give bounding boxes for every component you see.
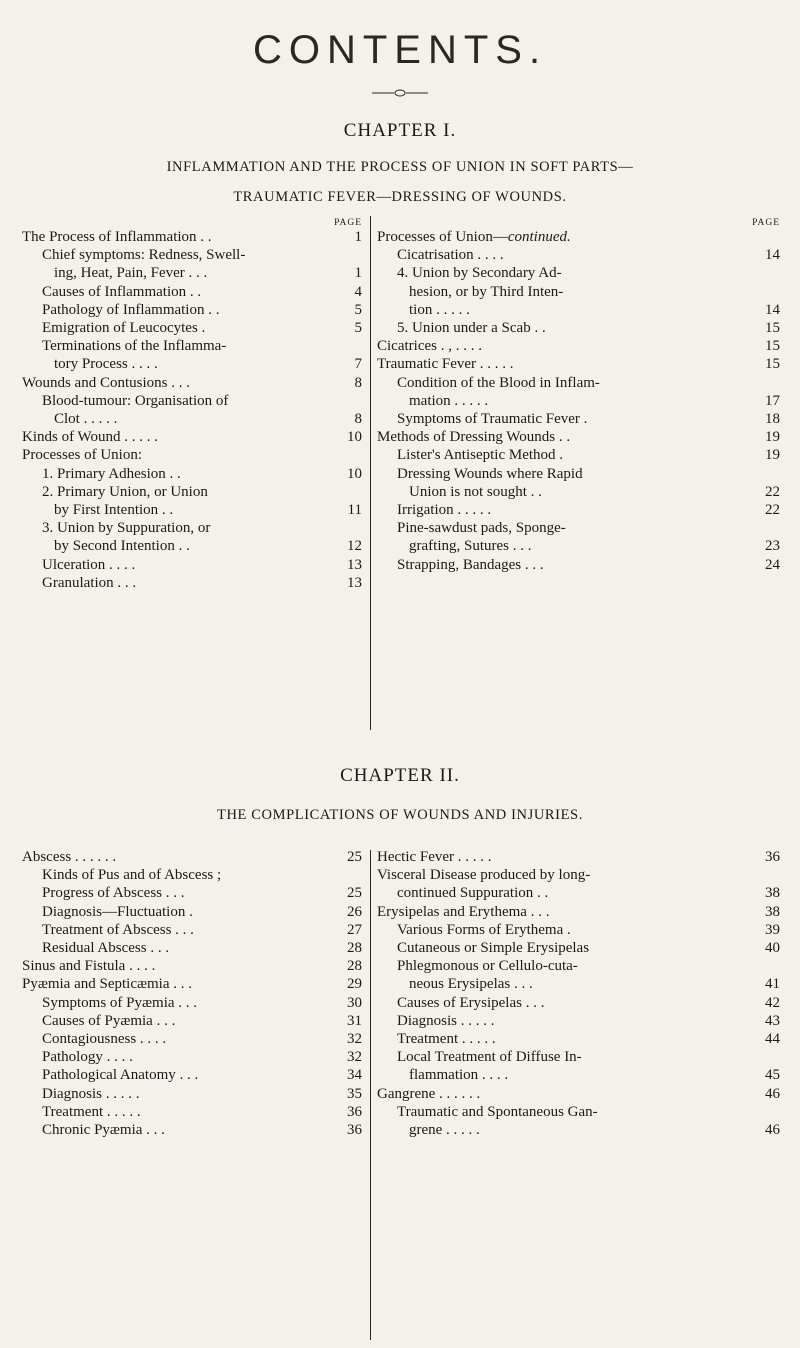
toc-entry-page: 13 (347, 574, 362, 591)
toc-entry-page: 8 (354, 411, 362, 428)
toc-entry (22, 374, 362, 392)
toc-entry-title: Terminations of the Inflamma- (42, 338, 227, 355)
toc-entry-page: 32 (347, 1049, 362, 1066)
toc-entry-title: Methods of Dressing Wounds . . (377, 429, 571, 446)
toc-entry-title: Kinds of Wound . . . . . (22, 429, 159, 446)
chapter-2-label: CHAPTER II. (340, 765, 460, 786)
toc-entry-page: 7 (354, 356, 362, 373)
toc-entry (22, 392, 362, 410)
toc-entry-title: Causes of Pyæmia . . . (42, 1012, 176, 1029)
toc-entry-title: Symptoms of Traumatic Fever . (397, 411, 588, 428)
toc-entry-title: tory Process . . . . (54, 356, 158, 373)
toc-entry-page: 8 (354, 374, 362, 391)
toc-entry (377, 410, 780, 428)
toc-entry-title: Erysipelas and Erythema . . . (377, 903, 550, 920)
toc-entry-title: tion . . . . . (409, 301, 470, 318)
toc-entry (22, 228, 362, 246)
toc-entry (377, 483, 780, 501)
chapter-1-title-line: TRAUMATIC FEVER—DRESSING OF WOUNDS. (233, 189, 567, 205)
toc-entry (22, 355, 362, 373)
toc-entry (22, 483, 362, 501)
toc-entry-title: 2. Primary Union, or Union (42, 483, 208, 500)
toc-entry (22, 283, 362, 301)
toc-entry-title: Strapping, Bandages . . . (397, 556, 544, 573)
toc-entry-title: Abscess . . . . . . (22, 849, 117, 865)
toc-entry-page: 18 (765, 411, 780, 428)
toc-entry-title: Dressing Wounds where Rapid (397, 465, 583, 482)
toc-entry (377, 228, 780, 246)
toc-entry (377, 1121, 780, 1139)
toc-entry-page: 15 (765, 356, 780, 373)
toc-entry (377, 921, 780, 939)
toc-entry (22, 264, 362, 282)
toc-entry (377, 848, 780, 866)
toc-entry (377, 246, 780, 264)
toc-entry (377, 975, 780, 993)
toc-entry (377, 939, 780, 957)
toc-entry (377, 1030, 780, 1048)
toc-entry-title: Wounds and Contusions . . . (22, 374, 190, 391)
toc-entry-page: 13 (347, 556, 362, 573)
toc-entry-title: Cutaneous or Simple Erysipelas (397, 940, 590, 957)
toc-entry-title: Visceral Disease produced by long- (377, 867, 591, 884)
toc-entry (22, 519, 362, 537)
toc-entry (22, 410, 362, 428)
toc-entry (22, 866, 362, 884)
toc-entry (377, 283, 780, 301)
toc-entry (22, 319, 362, 337)
toc-entry (377, 446, 780, 464)
toc-entry-title: Symptoms of Pyæmia . . . (42, 994, 198, 1011)
toc-entry-page: 5 (354, 320, 362, 337)
toc-entry (22, 1103, 362, 1121)
toc-entry-page: 44 (765, 1031, 780, 1048)
toc-entry-page: 31 (347, 1012, 362, 1029)
toc-entry-title: Clot . . . . . (54, 411, 118, 428)
toc-entry-title: 5. Union under a Scab . . (397, 320, 546, 337)
toc-entry-title: Treatment of Abscess . . . (42, 921, 194, 938)
toc-entry (377, 301, 780, 319)
toc-entry-page: 23 (765, 538, 780, 555)
toc-entry-title: Gangrene . . . . . . (377, 1085, 481, 1102)
toc-entry (22, 957, 362, 975)
toc-entry-title: Causes of Erysipelas . . . (397, 994, 545, 1011)
toc-entry-page: 38 (765, 885, 780, 902)
toc-entry-title: Local Treatment of Diffuse In- (397, 1049, 582, 1066)
toc-entry (377, 1085, 780, 1103)
toc-entry-title: 1. Primary Adhesion . . (42, 465, 181, 482)
toc-entry-page: 25 (347, 885, 362, 902)
toc-entry (22, 446, 362, 464)
toc-entry-page: 36 (347, 1122, 362, 1139)
toc-entry-page: 5 (354, 301, 362, 318)
toc-entry-page: 17 (765, 392, 780, 409)
toc-entry-title: grene . . . . . (409, 1122, 480, 1139)
toc-entry (22, 921, 362, 939)
toc-entry-title: Treatment . . . . . (42, 1103, 141, 1120)
toc-entry-page: 28 (347, 958, 362, 975)
toc-entry-title: Pathology . . . . (42, 1049, 133, 1066)
toc-entry-page: 36 (347, 1103, 362, 1120)
toc-entry-page: 27 (347, 921, 362, 938)
toc-entry-page: 34 (347, 1067, 362, 1084)
toc-entry (22, 1085, 362, 1103)
toc-entry (377, 519, 780, 537)
toc-entry (377, 537, 780, 555)
toc-entry (377, 556, 780, 574)
toc-entry-title: Condition of the Blood in Inflam- (397, 374, 600, 391)
toc-entry-page: 38 (765, 903, 780, 920)
toc-entry-title: 3. Union by Suppuration, or (42, 520, 211, 537)
toc-entry-page: 22 (765, 483, 780, 500)
toc-entry-title: Various Forms of Erythema . (397, 921, 571, 938)
toc-entry (377, 355, 780, 373)
toc-entry (22, 994, 362, 1012)
toc-entry (377, 374, 780, 392)
toc-entry-title: Chronic Pyæmia . . . (42, 1122, 165, 1139)
toc-entry-page: 32 (347, 1031, 362, 1048)
toc-entry-title: Diagnosis . . . . . (397, 1012, 495, 1029)
toc-entry-page: 45 (765, 1067, 780, 1084)
toc-entry (22, 428, 362, 446)
toc-entry-continued: continued. (507, 229, 571, 245)
toc-entry-page: 19 (765, 447, 780, 464)
chapter-2-right-column (377, 848, 780, 1139)
toc-entry (22, 556, 362, 574)
toc-entry-page: 10 (347, 465, 362, 482)
toc-entry-page: 26 (347, 903, 362, 920)
toc-entry-page: 42 (765, 994, 780, 1011)
toc-entry-title: by Second Intention . . (54, 538, 190, 555)
toc-entry-title: grafting, Sutures . . . (409, 538, 532, 555)
chapter-1-right-column (377, 214, 780, 574)
toc-entry-title: hesion, or by Third Inten- (409, 283, 564, 300)
toc-entry (22, 975, 362, 993)
toc-entry-title: by First Intention . . (54, 502, 174, 519)
toc-entry-title: Hectic Fever . . . . . (377, 849, 492, 865)
toc-entry-title: Sinus and Fistula . . . . (22, 958, 156, 975)
toc-entry-page: 10 (347, 429, 362, 446)
toc-entry-title: mation . . . . . (409, 392, 489, 409)
toc-entry (377, 1103, 780, 1121)
toc-entry-page: 1 (354, 229, 362, 245)
toc-entry (22, 848, 362, 866)
toc-entry-title: Diagnosis . . . . . (42, 1085, 140, 1102)
toc-entry-title: Treatment . . . . . (397, 1031, 496, 1048)
toc-entry (22, 465, 362, 483)
toc-entry-page: 1 (354, 265, 362, 282)
toc-entry-title: Causes of Inflammation . . (42, 283, 202, 300)
toc-entry (377, 866, 780, 884)
toc-entry (22, 903, 362, 921)
toc-entry-title: Pyæmia and Septicæmia . . . (22, 976, 192, 993)
toc-entry-page: 24 (765, 556, 780, 573)
toc-entry-page: 29 (347, 976, 362, 993)
toc-entry-title: ing, Heat, Pain, Fever . . . (54, 265, 208, 282)
toc-entry (377, 884, 780, 902)
toc-entry-title: Lister's Antiseptic Method . (397, 447, 564, 464)
toc-entry-title: Traumatic Fever . . . . . (377, 356, 514, 373)
ornament-divider (368, 88, 432, 98)
toc-entry-title: Granulation . . . (42, 574, 137, 591)
toc-entry-page: 15 (765, 320, 780, 337)
toc-entry-page: 14 (765, 247, 780, 264)
chapter-2-title (30, 800, 770, 830)
toc-entry-title: neous Erysipelas . . . (409, 976, 533, 993)
chapter-2-title-line: THE COMPLICATIONS OF WOUNDS AND INJURIES. (217, 807, 583, 823)
toc-entry-title: Processes of Union— (377, 229, 508, 245)
toc-entry (377, 1048, 780, 1066)
page-heading: CONTENTS. (252, 28, 548, 72)
toc-entry-page: 46 (765, 1085, 780, 1102)
toc-entry-title: Cicatrices . , . . . . (377, 338, 482, 355)
toc-entry-page: 22 (765, 502, 780, 519)
toc-entry (377, 1012, 780, 1030)
toc-entry (377, 428, 780, 446)
toc-entry-title: Pathological Anatomy . . . (42, 1067, 199, 1084)
toc-entry (377, 319, 780, 337)
toc-entry-title: Chief symptoms: Redness, Swell- (42, 247, 246, 264)
toc-entry (22, 301, 362, 319)
toc-entry-title: Emigration of Leucocytes . (42, 320, 206, 337)
toc-entry (22, 939, 362, 957)
toc-entry (22, 501, 362, 519)
toc-entry (377, 1066, 780, 1084)
toc-entry-page: 35 (347, 1085, 362, 1102)
toc-entry (377, 465, 780, 483)
toc-entry-title: Residual Abscess . . . (42, 940, 170, 957)
toc-entry (22, 1066, 362, 1084)
toc-entry-title: Diagnosis—Fluctuation . (42, 903, 193, 920)
toc-entry-title: Kinds of Pus and of Abscess ; (42, 867, 222, 884)
toc-entry-title: flammation . . . . (409, 1067, 509, 1084)
toc-entry (22, 574, 362, 592)
toc-entry-title: Ulceration . . . . (42, 556, 136, 573)
toc-entry-page: 39 (765, 921, 780, 938)
toc-entry (377, 337, 780, 355)
toc-entry-page: 36 (765, 849, 780, 865)
toc-entry-page: 46 (765, 1122, 780, 1139)
chapter-1-left-column (22, 214, 362, 592)
toc-entry-page: 25 (347, 849, 362, 865)
toc-entry-title: Contagiousness . . . . (42, 1031, 167, 1048)
toc-entry-page: 14 (765, 301, 780, 318)
chapter-1-title (30, 152, 770, 212)
toc-entry (22, 1030, 362, 1048)
toc-entry (377, 994, 780, 1012)
toc-entry (22, 537, 362, 555)
toc-entry (377, 392, 780, 410)
toc-entry (377, 264, 780, 282)
toc-entry-title: Union is not sought . . (409, 483, 542, 500)
toc-entry-page: 41 (765, 976, 780, 993)
toc-entry-title: 4. Union by Secondary Ad- (397, 265, 562, 282)
toc-entry-page: 30 (347, 994, 362, 1011)
toc-entry-title: Phlegmonous or Cellulo-cuta- (397, 958, 578, 975)
toc-entry (22, 884, 362, 902)
toc-entry-title: Progress of Abscess . . . (42, 885, 185, 902)
toc-entry-page: 12 (347, 538, 362, 555)
toc-entry-title: Irrigation . . . . . (397, 502, 492, 519)
toc-entry-title: Pine-sawdust pads, Sponge- (397, 520, 566, 537)
toc-entry-page: 15 (765, 338, 780, 355)
toc-entry (22, 337, 362, 355)
toc-entry-title: Cicatrisation . . . . (397, 247, 504, 264)
column-divider (370, 216, 371, 730)
toc-entry-page: 4 (354, 283, 362, 300)
column-divider (370, 850, 371, 1340)
toc-entry-page: 19 (765, 429, 780, 446)
toc-entry-title: Blood-tumour: Organisation of (42, 392, 229, 409)
toc-entry-title: Traumatic and Spontaneous Gan- (397, 1103, 598, 1120)
toc-entry-title: Pathology of Inflammation . . (42, 301, 220, 318)
toc-entry-title: The Process of Inflammation . . (22, 229, 212, 245)
toc-entry-title: continued Suppuration . . (397, 885, 549, 902)
toc-entry-page: 11 (347, 502, 362, 519)
toc-entry (377, 957, 780, 975)
chapter-1-title-line: INFLAMMATION AND THE PROCESS OF UNION IN SOFT PARTS— (166, 159, 634, 175)
toc-entry (377, 501, 780, 519)
page-column-header: PAGE (334, 218, 362, 228)
toc-entry (22, 1048, 362, 1066)
chapter-2-left-column (22, 848, 362, 1139)
toc-entry (22, 1121, 362, 1139)
chapter-1-label: CHAPTER I. (343, 120, 457, 141)
toc-entry (22, 1012, 362, 1030)
toc-entry-page: 40 (765, 940, 780, 957)
toc-entry-page: 28 (347, 940, 362, 957)
toc-entry (22, 246, 362, 264)
toc-entry-title: Processes of Union: (22, 447, 142, 464)
page-column-header: PAGE (752, 218, 780, 228)
toc-entry (377, 903, 780, 921)
toc-entry-page: 43 (765, 1012, 780, 1029)
